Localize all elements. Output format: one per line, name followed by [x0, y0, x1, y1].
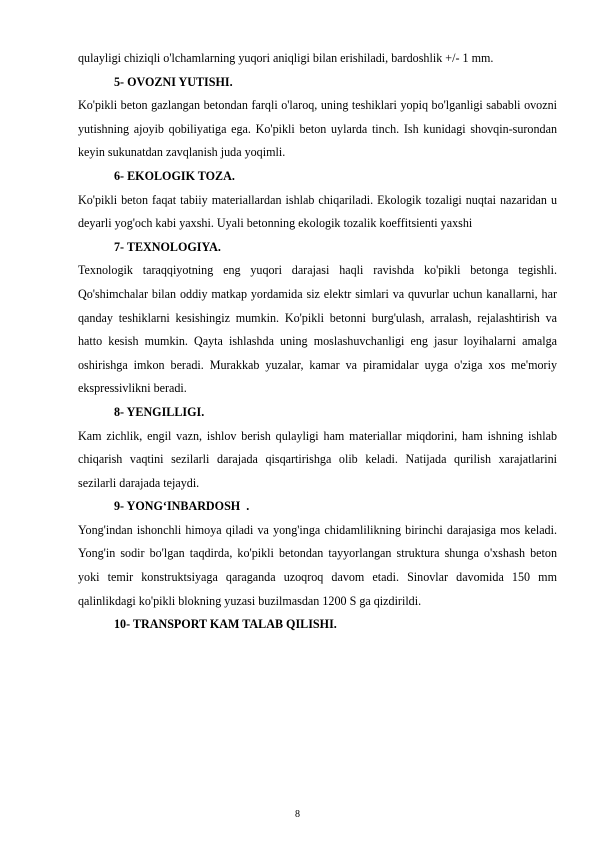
section-text-sound-absorption: Ko'pikli beton gazlangan betondan farqli o'laroq, uning teshiklari yopiq bo'lganligi sababli ovozni yutishning ajoyib qobiliyatiga ega. Ko'pikli beton uylarda tinch. Ish kunidagi shovqin-surondan keyin sukunatdan zavqlanish juda yoqimli. [78, 98, 557, 160]
section-heading-ecological: 6- EKOLOGIK TOZA. [114, 168, 235, 183]
page-number: 8 [295, 809, 300, 820]
section-text-fire-resistance: Yong'indan ishonchli himoya qiladi va yong'inga chidamlilikning birinchi darajasiga mos keladi. Yong'in sodir bo'lgan taqdirda, ko'pikli betondan tayyorlangan struktura shunga o'xshash beton yoki temir konstruktsiyaga qaraganda uzoqroq davom etadi. Sinovlar davomida 150 mm qalinlikdagi ko'pikli blokning yuzasi buzilmasdan 1200 S ga qizdirildi. [78, 522, 557, 608]
section-heading-technology: 7- TEXNOLOGIYA. [114, 239, 221, 254]
section-heading-lightness: 8- YENGILLIGI. [114, 404, 205, 419]
document-page [78, 47, 557, 637]
section-heading-transport: 10- TRANSPORT KAM TALAB QILISHI. [114, 617, 337, 632]
section-text-ecological: Ko'pikli beton faqat tabiiy materiallardan ishlab chiqariladi. Ekologik tozaligi nuqtai nazaridan u deyarli yog'och kabi yaxshi. Uyali betonning ekologik tozalik koeffitsienti yaxshi [78, 192, 557, 231]
section-heading-sound-absorption: 5- OVOZNI YUTISHI. [114, 74, 233, 89]
section-text-technology: Texnologik taraqqiyotning eng yuqori darajasi haqli ravishda ko'pikli betonga tegishli. Qo'shimchalar bilan oddiy matkap yordamida siz elektr simlari va quvurlar uchun kanallarni, har qanday teshiklarni kesishingiz mumkin. Ko'pikli betonni burg'ulash, arralash, rejalashtirish va hatto kesish mumkin. Qayta ishlashda uning moslashuvchanligi eng jasur loyihalarni amalga oshirishga imkon beradi. Murakkab yuzalar, kamar va piramidalar uyga o'ziga xos me'moriy ekspressivlikni beradi. [78, 263, 557, 396]
section-heading-fire-resistance: 9- YONG‘INBARDOSH . [114, 499, 250, 514]
intro-paragraph: qulayligi chiziqli o'lchamlarning yuqori aniqligi bilan erishiladi, bardoshlik +/- 1 mm. [78, 51, 494, 65]
section-text-lightness: Kam zichlik, engil vazn, ishlov berish qulayligi ham materiallar miqdorini, ham ishning ishlab chiqarish vaqtini sezilarli darajada qisqartirishga olib keladi. Natijada qurilish xarajatlarini sezilarli darajada tejaydi. [78, 428, 557, 490]
